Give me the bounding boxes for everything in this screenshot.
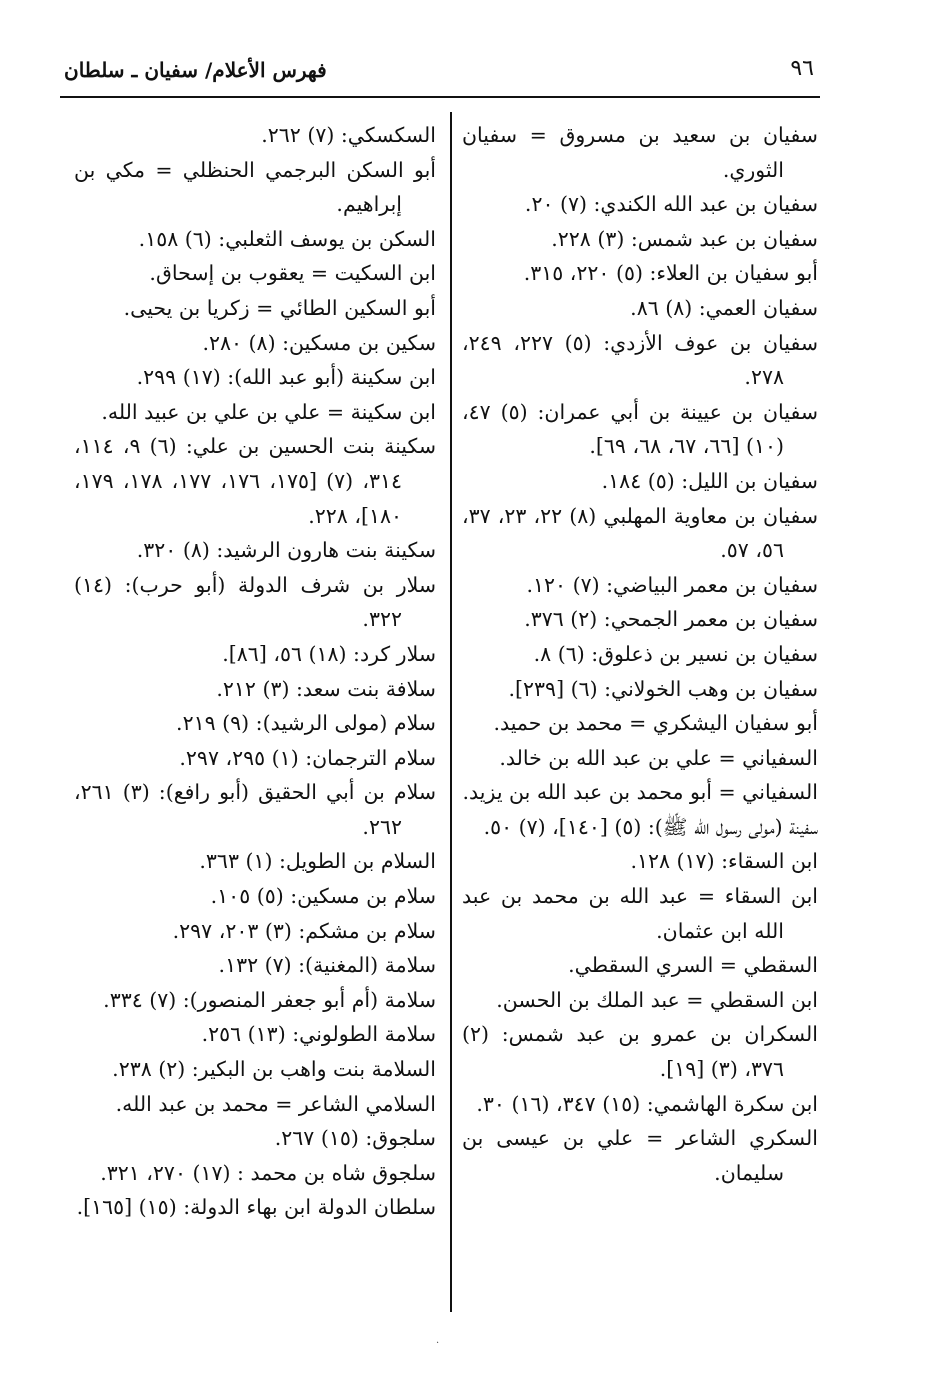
index-entry-text: سلامة (أم أبو جعفر المنصور): (٧) ٣٣٤. — [103, 987, 436, 1012]
index-entry-text: سكين بن مسكين: (٨) ٢٨٠. — [202, 330, 436, 355]
index-entry — [462, 464, 818, 499]
index-entry — [462, 672, 818, 707]
index-entry — [462, 256, 818, 291]
index-entry — [462, 637, 818, 672]
index-entry-text: السكري الشاعر = علي بن عيسى بن سليمان. — [462, 1126, 818, 1185]
index-entry-text: السكسكي: (٧) ٢٦٢. — [261, 123, 436, 147]
index-entry-text: السكران بن عمرو بن عبد شمس: (٢) ٣٧٦، (٣) [١٩]. — [462, 1022, 818, 1082]
index-entry — [74, 1087, 436, 1122]
index-entry-text: أبو سفيان بن العلاء: (٥) ٢٢٠، ٣١٥. — [523, 261, 818, 286]
index-entry-text: سفينة (مولى رسول الله ﷺ): (٥) [١٤٠]، (٧) ٥٠. — [483, 814, 818, 839]
index-entry-text: سلطان الدولة ابن بهاء الدولة: (١٥) [١٦٥]. — [76, 1195, 436, 1220]
scan-speck: · — [436, 1338, 440, 1349]
index-entry-text: ابن السكيت = يعقوب بن إسحاق. — [149, 261, 436, 286]
index-entry — [462, 1121, 818, 1190]
index-entry-text: سفيان بن وهب الخولاني: (٦) [٢٣٩]. — [508, 676, 818, 701]
index-entry-text: سفيان بن عيينة بن أبي عمران: (٥) ٤٧، (١٠) [٦٦، ٦٧، ٦٨، ٦٩]. — [462, 399, 818, 459]
index-entry-text: ابن سكينة = علي بن علي بن عبيد الله. — [101, 399, 436, 424]
index-entry-text: سلامة الطولوني: (١٣) ٢٥٦. — [201, 1022, 436, 1047]
index-entry — [74, 326, 436, 361]
index-entry-text: سفيان بن نسير بن ذعلوق: (٦) ٨. — [533, 641, 818, 666]
index-entry-text: السلامة بنت واهب بن البكير: (٢) ٢٣٨. — [112, 1057, 436, 1082]
index-entry-text: ابن السقطي = عبد الملك بن الحسن. — [496, 987, 818, 1012]
index-entry — [74, 1121, 436, 1156]
index-entry — [74, 291, 436, 326]
index-entry — [74, 983, 436, 1018]
index-entry — [462, 222, 818, 257]
index-entry-text: سلجوق شاه بن محمد : (١٧) ٢٧٠، ٣٢١. — [100, 1160, 436, 1185]
index-entry — [74, 879, 436, 914]
index-entry-text: سكينة بنت الحسين بن علي: (٦) ٩، ١١٤، ٣١٤، (٧) [١٧٥، ١٧٦، ١٧٧، ١٧٨، ١٧٩، ١٨٠]، ٢٢٨. — [74, 434, 436, 528]
index-entry-text: أبو سفيان اليشكري = محمد بن حميد. — [493, 711, 818, 736]
index-entry-text: أبو السكن البرجمي الحنظلي = مكي بن إبراهيم. — [74, 157, 436, 217]
index-entry-text: ابن السقاء: (١٧) ١٢٨. — [630, 849, 818, 874]
index-entry-text: أبو السكين الطائي = زكريا بن يحيى. — [123, 295, 436, 320]
index-entry-text: سفيان بن عبد شمس: (٣) ٢٢٨. — [551, 226, 818, 251]
index-entry — [74, 1017, 436, 1052]
index-entry-text: السفياني = أبو محمد بن عبد الله بن يزيد. — [462, 780, 818, 805]
index-entry-text: السقطي = السري السقطي. — [568, 953, 818, 978]
index-entry — [462, 810, 818, 845]
index-entry — [74, 360, 436, 395]
index-entry-text: السلام بن الطويل: (١) ٣٦٣. — [199, 849, 436, 874]
column-divider — [450, 112, 452, 1312]
index-entry — [74, 672, 436, 707]
index-entry — [74, 914, 436, 949]
index-entry-text: سلام بن مشكم: (٣) ٢٠٣، ٢٩٧. — [172, 918, 436, 943]
index-entry-text: السلامي الشاعر = محمد بن عبد الله. — [115, 1091, 436, 1116]
index-entry — [462, 844, 818, 879]
index-entry — [74, 844, 436, 879]
index-entry — [462, 983, 818, 1018]
index-entry — [462, 741, 818, 776]
index-entry-text: سفيان بن معمر الجمحي: (٢) ٣٧٦. — [524, 607, 818, 632]
index-entry — [74, 775, 436, 844]
index-entry — [462, 499, 818, 568]
index-entry-text: السكن بن يوسف الثعلبي: (٦) ١٥٨. — [138, 226, 436, 251]
index-entry — [462, 291, 818, 326]
index-entry — [74, 741, 436, 776]
index-entry-text: سلامة (المغنية): (٧) ١٣٢. — [218, 953, 436, 978]
index-entry — [74, 153, 436, 222]
index-entry — [74, 637, 436, 672]
index-entry-text: سلار كرد: (١٨) ٥٦، [٨٦]. — [222, 641, 436, 666]
index-entry-text: سفيان بن الليل: (٥) ١٨٤. — [601, 468, 818, 493]
index-entry — [462, 775, 818, 810]
index-entry-text: سكينة بنت هارون الرشيد: (٨) ٣٢٠. — [136, 538, 436, 563]
index-entry — [462, 395, 818, 464]
index-entry-text: ابن سكينة (أبو عبد الله): (١٧) ٢٩٩. — [136, 365, 436, 390]
index-entry-text: ابن سكرة الهاشمي: (١٥) ٣٤٧، (١٦) ٣٠. — [476, 1091, 818, 1116]
index-entry — [74, 222, 436, 257]
index-entry — [462, 602, 818, 637]
index-entry — [462, 879, 818, 948]
index-entry-text: سفيان بن عبد الله الكندي: (٧) ٢٠. — [524, 192, 818, 217]
index-entry-text: سلام بن مسكين: (٥) ١٠٥. — [210, 884, 436, 909]
index-entry — [74, 533, 436, 568]
index-entry — [462, 326, 818, 395]
index-entry — [462, 118, 818, 187]
index-entry — [462, 568, 818, 603]
index-entry-text: سلافة بنت سعد: (٣) ٢١٢. — [216, 676, 436, 701]
index-entry — [74, 1156, 436, 1191]
index-entry-text: سلار بن شرف الدولة (أبو حرب): (١٤) ٣٢٢. — [74, 572, 436, 632]
index-entry — [74, 1052, 436, 1087]
index-entry-text: سفيان بن معمر البياضي: (٧) ١٢٠. — [526, 572, 818, 597]
index-entry — [462, 1087, 818, 1122]
index-entry-text: ابن السقاء = عبد الله بن محمد بن عبد الله ابن عثمان. — [462, 884, 818, 943]
page-number: ٩٦ — [790, 56, 814, 81]
index-entry — [462, 187, 818, 222]
index-column-left — [74, 118, 436, 1225]
index-entry-text: سلام بن أبي الحقيق (أبو رافع): (٣) ٢٦١، ٢٦٢. — [74, 780, 436, 839]
index-entry-text: سلام الترجمان: (١) ٢٩٥، ٢٩٧. — [179, 745, 436, 770]
index-entry — [74, 118, 436, 153]
index-entry-text: سفيان بن معاوية المهلبي (٨) ٢٢، ٢٣، ٣٧، ٥٦، ٥٧. — [462, 503, 818, 563]
index-entry-text: سفيان بن عوف الأزدي: (٥) ٢٢٧، ٢٤٩، ٢٧٨. — [462, 330, 818, 390]
index-entry — [74, 256, 436, 291]
index-entry — [74, 1190, 436, 1225]
index-entry — [462, 1017, 818, 1086]
index-entry — [74, 568, 436, 637]
index-entry — [74, 429, 436, 533]
index-entry-text: سلجوق: (١٥) ٢٦٧. — [274, 1126, 436, 1151]
index-column-right — [462, 118, 818, 1190]
index-entry — [462, 706, 818, 741]
page-header — [60, 52, 820, 98]
index-entry-text: السفياني = علي بن عبد الله بن خالد. — [499, 745, 818, 770]
index-entry — [462, 948, 818, 983]
running-head: فهرس الأعلام/ سفيان ـ سلطان — [64, 58, 327, 82]
index-entry — [74, 706, 436, 741]
index-entry — [74, 395, 436, 430]
index-entry-text: سلام (مولى الرشيد): (٩) ٢١٩. — [176, 711, 436, 736]
index-entry-text: سفيان بن سعيد بن مسروق = سفيان الثوري. — [462, 123, 818, 182]
index-entry — [74, 948, 436, 983]
index-entry-text: سفيان العمي: (٨) ٨٦. — [630, 295, 818, 320]
